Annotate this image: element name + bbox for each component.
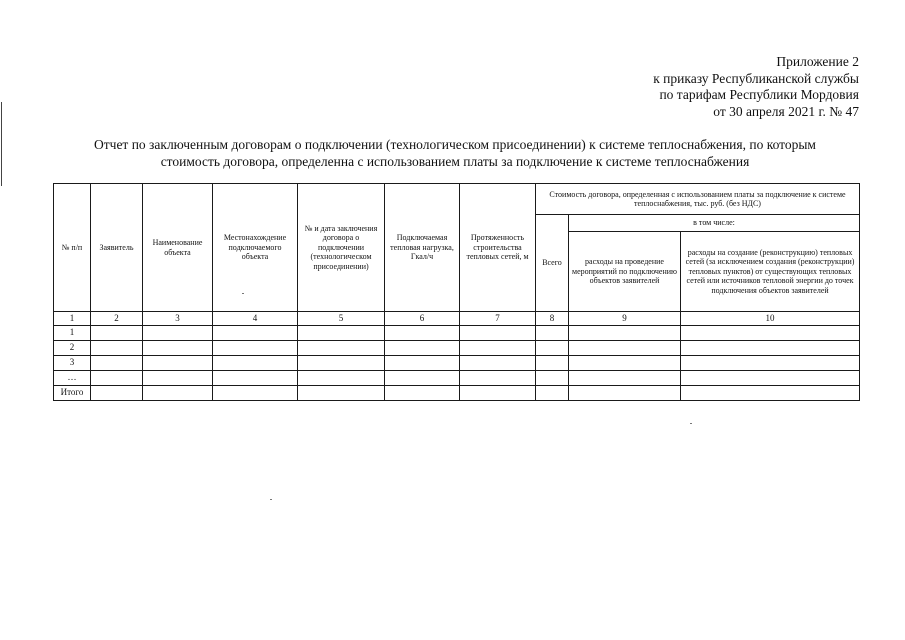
- header-object-name: Наименование объекта: [143, 184, 213, 312]
- column-number: 4: [213, 312, 298, 326]
- table-cell: [298, 341, 385, 356]
- scan-speck: [270, 499, 272, 500]
- table-cell: [460, 341, 536, 356]
- header-num: № п/п: [54, 184, 91, 312]
- header-location: Местонахождение подключаемого объекта: [213, 184, 298, 312]
- table-cell: [536, 386, 569, 401]
- table-cell: [536, 371, 569, 386]
- row-number: 1: [54, 326, 91, 341]
- scan-speck: [690, 423, 692, 424]
- table-cell: [569, 386, 681, 401]
- column-number: 3: [143, 312, 213, 326]
- table-cell: [460, 371, 536, 386]
- table-cell: [298, 356, 385, 371]
- header-length: Протяженность строительства тепловых сетей, м: [460, 184, 536, 312]
- table-cell: [569, 356, 681, 371]
- table-cell: [385, 356, 460, 371]
- row-total-label: Итого: [54, 386, 91, 401]
- table-cell: [143, 371, 213, 386]
- table-cell: [385, 371, 460, 386]
- table-cell: [298, 371, 385, 386]
- appendix-block: [653, 54, 859, 120]
- table-cell: [213, 356, 298, 371]
- table-cell: [681, 371, 860, 386]
- header-measures: расходы на проведение мероприятий по подключению объектов заявителей: [569, 232, 681, 312]
- scan-speck: [242, 293, 244, 294]
- table-cell: [460, 326, 536, 341]
- table-cell: [91, 341, 143, 356]
- column-number: 8: [536, 312, 569, 326]
- table-cell: [536, 356, 569, 371]
- header-including: в том числе:: [569, 215, 860, 232]
- header-load: Подключаемая тепловая нагрузка, Гкал/ч: [385, 184, 460, 312]
- table-cell: [91, 326, 143, 341]
- appendix-line: к приказу Республиканской службы: [653, 70, 859, 86]
- table-cell: [143, 326, 213, 341]
- column-number: 7: [460, 312, 536, 326]
- report-title-line: стоимость договора, определенна с использованием платы за подключение к системе теплоснабжения: [160, 153, 750, 169]
- table-cell: [460, 356, 536, 371]
- appendix-line: Приложение 2: [776, 54, 859, 69]
- table-cell: [298, 326, 385, 341]
- header-row: [54, 184, 860, 215]
- row-number: 2: [54, 341, 91, 356]
- table-cell: [536, 326, 569, 341]
- table-cell: [569, 371, 681, 386]
- table-row: [54, 371, 860, 386]
- page-margin-line: [1, 102, 2, 186]
- appendix-line: от 30 апреля 2021 г. № 47: [713, 103, 859, 119]
- table-cell: [460, 386, 536, 401]
- row-number: 3: [54, 356, 91, 371]
- table-cell: [385, 386, 460, 401]
- table-cell: [385, 326, 460, 341]
- column-number: 10: [681, 312, 860, 326]
- table-cell: [91, 356, 143, 371]
- table-cell: [569, 326, 681, 341]
- table-cell: [681, 326, 860, 341]
- table-cell: [213, 341, 298, 356]
- table-cell: [681, 341, 860, 356]
- table-cell: [143, 341, 213, 356]
- table-row-total: [54, 386, 860, 401]
- table-cell: [91, 371, 143, 386]
- table-row: [54, 341, 860, 356]
- table-cell: [91, 386, 143, 401]
- header-cost-group: Стоимость договора, определенная с использованием платы за подключение к системе теплоснабжения, тыс. руб. (без НДС): [536, 184, 860, 215]
- table-cell: [298, 386, 385, 401]
- table-row: [54, 356, 860, 371]
- column-number: 1: [54, 312, 91, 326]
- column-number: 6: [385, 312, 460, 326]
- header-construction: расходы на создание (реконструкцию) тепловых сетей (за исключением создания (реконструкции) тепловых пунктов) от существующих тепловых сетей или источников тепловой энергии до точек подключения объектов заявителей: [681, 232, 860, 312]
- header-contract: № и дата заключения договора о подключении (технологическом присоединении): [298, 184, 385, 312]
- column-number: 2: [91, 312, 143, 326]
- table-row: [54, 326, 860, 341]
- table-cell: [213, 371, 298, 386]
- table-cell: [681, 356, 860, 371]
- column-number: 9: [569, 312, 681, 326]
- table-cell: [681, 386, 860, 401]
- column-number-row: [54, 312, 860, 326]
- report-title-line: Отчет по заключенным договорам о подключении (технологическом присоединении) к системе теплоснабжения, по которым: [94, 137, 816, 152]
- table-cell: [143, 356, 213, 371]
- table-cell: [213, 386, 298, 401]
- header-total: Всего: [536, 215, 569, 312]
- table-cell: [569, 341, 681, 356]
- row-number: …: [54, 371, 91, 386]
- column-number: 5: [298, 312, 385, 326]
- table-cell: [536, 341, 569, 356]
- report-table: [53, 183, 860, 401]
- report-title: [40, 137, 870, 170]
- table-cell: [143, 386, 213, 401]
- table-cell: [213, 326, 298, 341]
- header-applicant: Заявитель: [91, 184, 143, 312]
- table-cell: [385, 341, 460, 356]
- appendix-line: по тарифам Республики Мордовия: [659, 87, 859, 102]
